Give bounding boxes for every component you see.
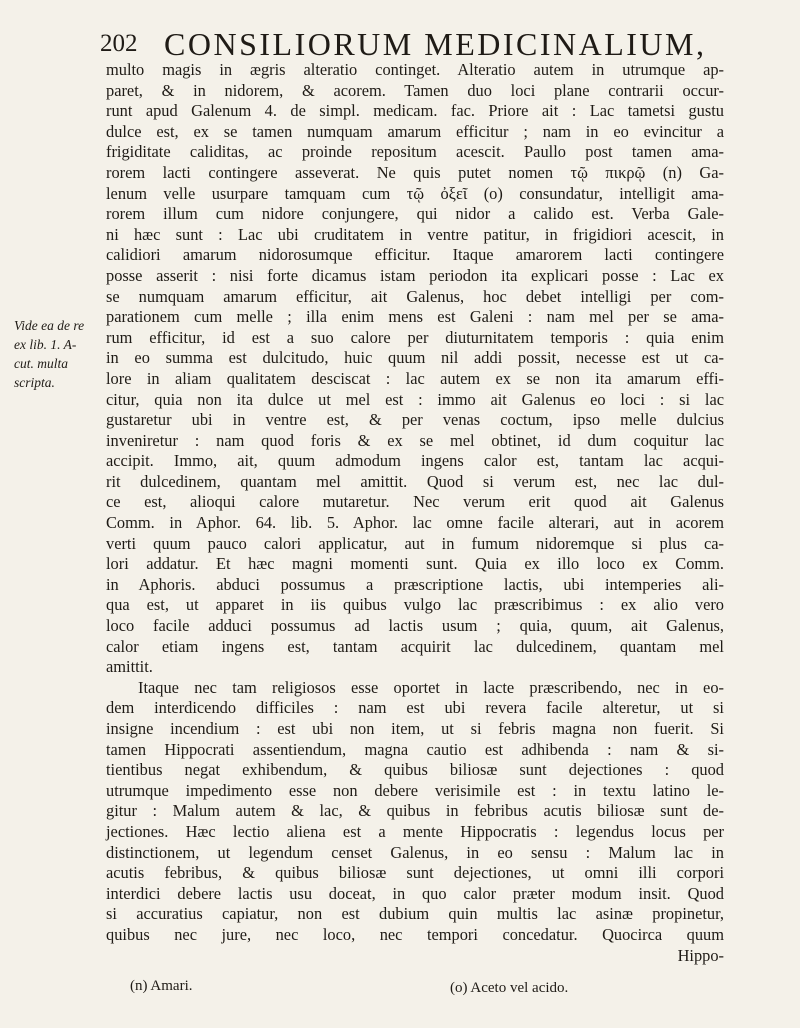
text-line: dem interdicendo difficiles : nam est ubi revera facile alteretur, ut si bbox=[106, 698, 724, 718]
marginal-note-line: scripta. bbox=[14, 375, 55, 390]
text-line: se numquam amarum efficitur, ait Galenus, hoc debet intelligi per com- bbox=[106, 286, 724, 306]
text-line: gitur : Malum autem & lac, & quibus in febribus acutis biliosæ sunt de- bbox=[106, 801, 724, 821]
text-line: verti quum pauco calori applicatur, aut in fumum nidoremque si plus ca- bbox=[106, 533, 724, 553]
text-line: accipit. Immo, ait, quum admodum ingens calor est, tantam lac acqui- bbox=[106, 451, 724, 471]
text-line: calidiori amarum nidorosumque efficitur. Itaque amarorem lacti contingere bbox=[106, 245, 724, 265]
page-header bbox=[100, 20, 790, 60]
marginal-note-line: cut. multa bbox=[14, 356, 68, 371]
running-title: CONSILIORUM MEDICINALIUM, bbox=[164, 26, 707, 62]
footnote-o: (o) Aceto vel acido. bbox=[450, 980, 569, 996]
text-line: rum efficitur, id est a suo calore per diuturnitatem temporis : quia enim bbox=[106, 327, 724, 347]
text-line: quibus nec jure, nec loco, nec tempori concedatur. Quocirca quum bbox=[106, 924, 724, 944]
text-line: in eo summa est dulcitudo, huic quum nil addi possit, necesse est ut ca- bbox=[106, 348, 724, 368]
text-line: acutis febribus, & quibus biliosæ sunt dejectiones, ut omni illi corpori bbox=[106, 863, 724, 883]
text-line: calor etiam ingens est, tantam acquirit lac dulcedinem, quantam mel bbox=[106, 636, 724, 656]
text-line: ce est, alioqui calore mutaretur. Nec verum erit quod ait Galenus bbox=[106, 492, 724, 512]
text-line: paret, & in nidorem, & acorem. Tamen duo loci plane contrarii occur- bbox=[106, 80, 724, 100]
text-line: tientibus negat exhibendum, & quibus biliosæ sunt dejectiones : quod bbox=[106, 760, 724, 780]
text-line: rorem illum cum nidore conjungere, qui nidor a calido est. Verba Gale- bbox=[106, 204, 724, 224]
marginal-note-line: ex lib. 1. A- bbox=[14, 337, 77, 352]
text-line: in Aphoris. abduci possumus a præscriptione lactis, ubi intemperies ali- bbox=[106, 574, 724, 594]
text-line: Itaque nec tam religiosos esse oportet in lacte præscribendo, nec in eo- bbox=[138, 677, 724, 697]
text-line: rorem lacti contingere asseverat. Ne quis putet nomen τῷ πικρῷ (n) Ga- bbox=[106, 162, 724, 182]
page-number: 202 bbox=[100, 30, 138, 57]
text-line: loco facile adduci possumus ad lactis usum ; quia, quum, ait Galenus, bbox=[106, 616, 724, 636]
text-line: interdici debere lactis usu doceat, in quo calor præter modum insit. Quod bbox=[106, 883, 724, 903]
body-text bbox=[106, 60, 724, 966]
text-line: gustaretur ubi in ventre est, & per venas coctum, ipso melle dulcius bbox=[106, 410, 724, 430]
text-line: citur, quia non ita dulce ut mel est : immo ait Galenus eo loci : si lac bbox=[106, 389, 724, 409]
text-line: rit dulcedinem, quantam mel amittit. Quod si verum est, nec lac dul- bbox=[106, 471, 724, 491]
text-line: runt apud Galenum 4. de simpl. medicam. fac. Priore ait : Lac tametsi gustu bbox=[106, 101, 724, 121]
text-line: ni hæc sunt : Lac ubi cruditatem in ventre patitur, in frigidiori acescit, in bbox=[106, 224, 724, 244]
text-line: Comm. in Aphor. 64. lib. 5. Aphor. lac omne facile alterari, aut in acorem bbox=[106, 513, 724, 533]
text-line: lore in aliam qualitatem desciscat : lac autem ex se non ita amarum effi- bbox=[106, 368, 724, 388]
marginal-note bbox=[14, 316, 100, 392]
text-line: insigne incendium : est ubi non item, ut si febris magna non fuerit. Si bbox=[106, 719, 724, 738]
text-line: utrumque impedimento esse non debere verisimile est : in textu latino le- bbox=[106, 780, 724, 800]
text-line: distinctionem, ut legendum censet Galenus, in eo sensu : Malum lac in bbox=[106, 842, 724, 862]
text-line: posse asserit : nisi forte dicamus istam periodon ita explicari posse : Lac ex bbox=[106, 265, 724, 285]
catchword: Hippo- bbox=[677, 945, 724, 965]
text-line: lenum velle usurpare tamquam cum τῷ ὀξεῖ (o) consundatur, intelligit ama- bbox=[106, 183, 724, 203]
text-line: inveniretur : nam quod foris & ex se mel obtinet, id dum coquitur lac bbox=[106, 430, 724, 450]
text-line: si accuratius capiatur, non est dubium quin multis lac asinæ propinetur, bbox=[106, 904, 724, 924]
text-line: parationem cum melle ; illa enim mens est Galeni : nam mel per se ama- bbox=[106, 307, 724, 327]
marginal-note-line: Vide ea de re bbox=[14, 318, 85, 333]
text-line: multo magis in ægris alteratio continget. Alteratio autem in utrumque ap- bbox=[106, 60, 724, 79]
text-line: qua est, ut apparet in iis quibus vulgo lac præscribimus : ex alio vero bbox=[106, 595, 724, 615]
text-line: jectiones. Hæc lectio aliena est a mente Hippocratis : legendus locus per bbox=[106, 821, 724, 841]
text-line: lori addatur. Et hæc magni momenti sunt. Quia ex illo loco ex Comm. bbox=[106, 554, 724, 574]
footnotes bbox=[120, 974, 720, 1004]
text-line: tamen Hippocrati assentiendum, magna cautio est adhibenda : nam & si- bbox=[106, 739, 724, 759]
text-line: frigiditate caliditas, ac proinde repositum acescit. Paullo post tamen ama- bbox=[106, 142, 724, 162]
text-line: amittit. bbox=[106, 657, 153, 677]
footnote-n: (n) Amari. bbox=[130, 978, 193, 994]
text-line: dulce est, ex se tamen numquam amarum efficitur ; nam in eo evincitur a bbox=[106, 121, 724, 141]
